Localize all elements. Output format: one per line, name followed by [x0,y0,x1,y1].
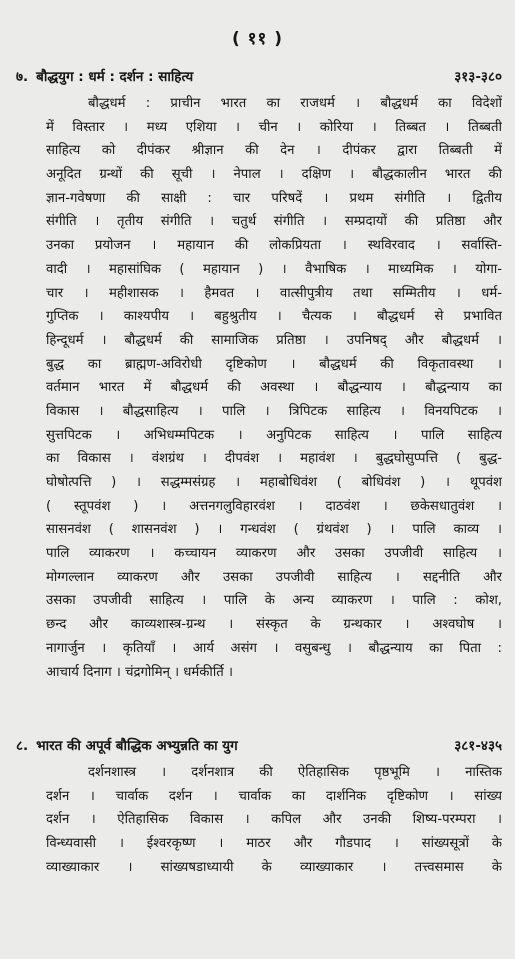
text-line: आचार्य दिनाग । चंद्रगोमिन् । धर्मकीर्ति । [46,664,233,680]
text-line: बौद्धधर्म : प्राचीन भारत का राजधर्म । बौद्धधर्म का विदेशों [88,96,502,111]
section-contents [46,92,502,684]
page-range: ३८१-४३५ [454,738,502,754]
text-line: संगीति । तृतीय संगीति । चतुर्थ संगीति । सम्प्रदायों की प्रतिष्ठा और [46,214,502,230]
text-line: उनका प्रयोजन । महायान की लोकप्रियता । स्थविरवाद । सर्वास्ति- [46,238,502,254]
section-title: भारत की अपूर्व बौद्धिक अभ्युन्नति का युग [36,738,238,754]
page-number: ( ११ ) [231,29,284,49]
text-line: पालि व्याकरण । कच्चायन व्याकरण और उसका उपजीवी साहित्य । [46,546,502,562]
text-line: हिन्दूधर्म । बौद्धधर्म की सामाजिक प्रतिष्ठा । उपनिषद् और बौद्धधर्म । [46,332,502,348]
text-line: अनूदित ग्रन्थों की सूची । नेपाल । दक्षिण । बौद्धकालीन भारत की [46,167,502,183]
text-line: मोग्गल्लान व्याकरण और उसका उपजीवी साहित्य । सद्दनीति और [46,569,502,585]
text-line: दर्शन । ऐतिहासिक विकास । कपिल और उनकी शिष्य-परम्परा । [46,812,502,828]
section-heading [16,736,502,754]
text-line: चार । महीशासक । हैमवत । वात्सीपुत्रीय तथा सम्मितीय । धर्म- [46,285,502,301]
text-line: का विकास । वंशग्रंथ । दीपवंश । महावंश । बुद्धघोसुप्पत्ति ( बुद्ध- [46,451,502,467]
text-line: ज्ञान-गवेषणा की साक्षी : चार परिषदें । प्रथम संगीति । द्वितीय [46,190,502,206]
text-line: बुद्ध का ब्राह्मण-अविरोधी दृष्टिकोण । बौद्धधर्म की विकृतावस्था । [46,356,502,372]
text-line: ( स्तूपवंश ) । अत्तनगलुविहारवंश । दाठवंश । छकेसधातुवंश । [46,498,502,514]
text-line: में विस्तार । मध्य एशिया । चीन । कोरिया । तिब्बत । तिब्बती [46,119,502,135]
section-heading [16,67,502,85]
text-line: व्याख्याकार । सांख्यषडाध्यायी के व्याख्याकार । तत्त्वसमास के [46,859,502,875]
text-line: गुप्तिक । काश्यपीय । बहुश्रुतीय । चैत्यक । बौद्धधर्म से प्रभावित [46,309,502,325]
section-title: बौद्धयुग : धर्म : दर्शन : साहित्य [36,69,194,85]
text-line: विन्ध्यवासी । ईश्वरकृष्ण । माठर और गौडपाद । सांख्यसूत्रों के [46,836,502,852]
section-contents [46,761,502,879]
text-line: दर्शन । चार्वाक दर्शन । चार्वाक का दार्शनिक दृष्टिकोण । सांख्य [46,788,502,804]
text-line: घोषोत्पत्ति ) । सद्धम्मसंग्रह । महाबोधिवंश ( बोधिवंश ) । थूपवंश [46,475,502,490]
text-line: छन्द और काव्यशास्त्र-ग्रन्थ । संस्कृत के ग्रन्थकार । अश्वघोष । [46,617,502,633]
text-line: साहित्य को दीपंकर श्रीज्ञान की देन । दीपंकर द्वारा तिब्बती में [46,143,502,159]
text-line: दर्शनशास्त्र । दर्शनशात्र की ऐतिहासिक पृष्ठभूमि । नास्तिक [88,765,502,780]
page-range: ३१३-३८० [454,69,502,85]
text-line: विकास । बौद्धसाहित्य । पालि । त्रिपिटक साहित्य । विनयपिटक । [46,403,502,419]
text-line: वादी । महासांघिक ( महायान ) । वैभाषिक । माध्यमिक । योगा- [46,261,502,277]
text-line: वर्तमान भारत में बौद्धधर्म की अवस्था । बौद्धन्याय । बौद्धन्याय का [46,380,502,396]
text-line: सासनवंश ( शासनवंश ) । गन्धवंश ( ग्रंथवंश ) । पालि काव्य । [46,522,502,538]
text-line: सुत्तपिटक । अभिधम्मपिटक । अनुपिटक साहित्य । पालि साहित्य [46,427,502,443]
section-number: ७. [16,69,29,85]
section-number: ८. [16,738,29,754]
text-line: नागार्जुन । कृतियाँ । आर्य असंग । वसुबन्धु । बौद्धन्याय का पिता : [46,640,502,656]
text-line: उसका उपजीवी साहित्य । पालि के अन्य व्याकरण । पालि : कोश, [46,593,502,609]
